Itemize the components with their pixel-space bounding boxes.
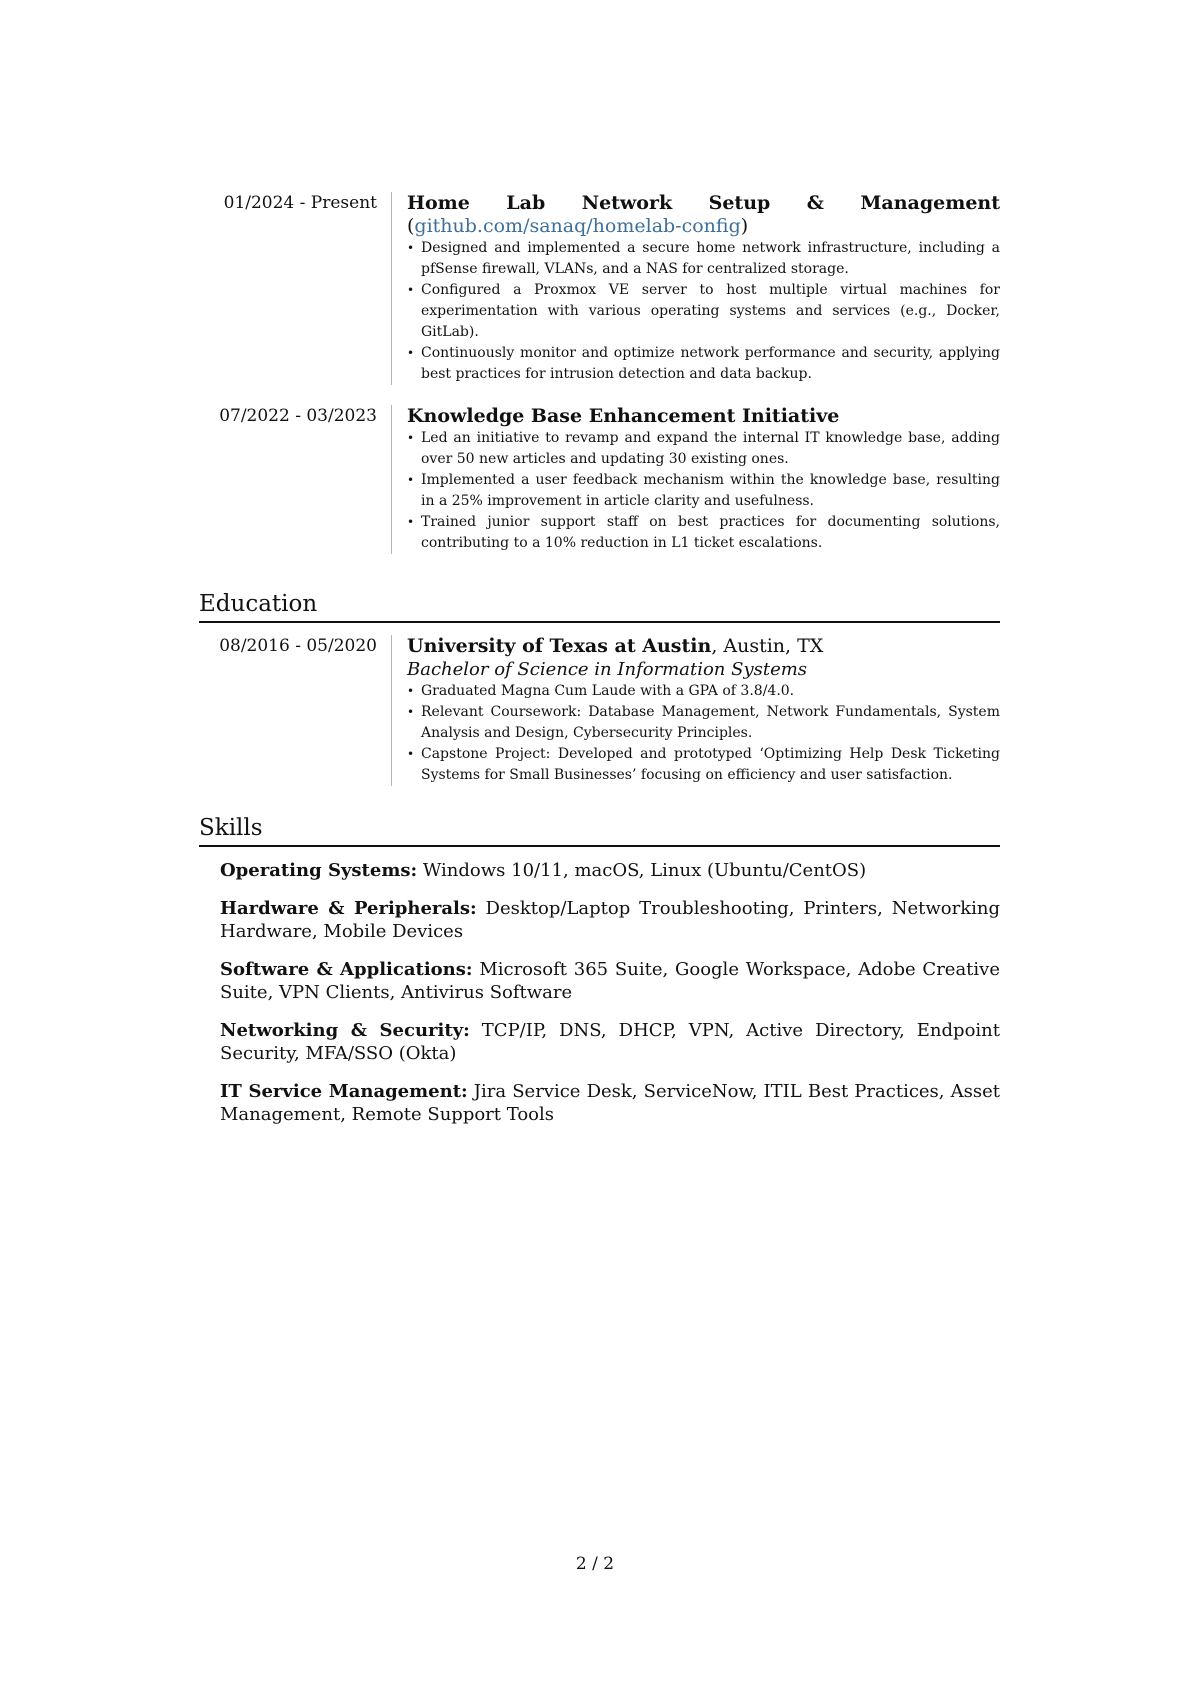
bullet-list <box>407 681 1000 786</box>
institution-location: , Austin, TX <box>711 635 824 657</box>
page-content <box>199 192 1000 1141</box>
bullet-list <box>407 428 1000 554</box>
entry-title <box>407 192 1000 238</box>
skills-section <box>199 859 1000 1126</box>
skill-row <box>220 1080 1000 1126</box>
bullet-item: • Relevant Coursework: Database Management, Network Fundamentals, System Analysis and Design, Cybersecurity Principles. <box>407 702 1000 744</box>
entry-body <box>391 192 1000 385</box>
skill-label: Networking & Security: <box>220 1020 470 1041</box>
entry-date: 08/2016 - 05/2020 <box>219 636 377 656</box>
skill-label: Operating Systems: <box>220 860 418 881</box>
link-open-paren: ( <box>407 215 415 237</box>
bullet-item: • Implemented a user feedback mechanism within the knowledge base, resulting in a 25% improvement in article clarity and usefulness. <box>407 470 1000 512</box>
institution-name: University of Texas at Austin <box>407 635 712 657</box>
project-entry <box>199 405 1000 554</box>
skill-label: Software & Applications: <box>220 959 473 980</box>
bullet-item: • Continuously monitor and optimize network performance and security, applying best practices for intrusion detection and data backup. <box>407 343 1000 385</box>
degree: Bachelor of Science in Information Systems <box>407 659 808 680</box>
skill-row <box>220 958 1000 1004</box>
education-section <box>199 635 1000 786</box>
link-close-paren: ) <box>740 215 749 237</box>
skill-row <box>220 859 1000 882</box>
project-entry <box>199 192 1000 385</box>
skills-heading: Skills <box>199 814 1000 847</box>
skill-row <box>220 1019 1000 1065</box>
entry-title <box>407 405 1000 428</box>
bullet-item: • Configured a Proxmox VE server to host multiple virtual machines for experimentation with various operating systems and services (e.g., Docker, GitLab). <box>407 280 1000 343</box>
project-title: Knowledge Base Enhancement Initiative <box>407 405 840 427</box>
skill-value: Windows 10/11, macOS, Linux (Ubuntu/CentOS) <box>417 860 867 881</box>
entry-body <box>391 405 1000 554</box>
entry-title <box>407 635 1000 658</box>
skill-value: Jira Service Desk, ServiceNow, ITIL Best Practices, Asset Management, Remote Support Tools <box>220 1081 1000 1125</box>
bullet-list <box>407 238 1000 385</box>
education-heading: Education <box>199 590 1000 623</box>
entry-body <box>391 635 1000 786</box>
skill-value: Microsoft 365 Suite, Google Workspace, Adobe Creative Suite, VPN Clients, Antivirus Software <box>220 959 1000 1003</box>
page-number: 2 / 2 <box>575 1554 615 1574</box>
project-title: Home Lab Network Setup & Management <box>407 192 1000 214</box>
skill-row <box>220 897 1000 943</box>
skill-value: TCP/IP, DNS, DHCP, VPN, Active Directory, Endpoint Security, MFA/SSO (Okta) <box>220 1020 1000 1064</box>
bullet-item: • Designed and implemented a secure home network infrastructure, including a pfSense firewall, VLANs, and a NAS for centralized storage. <box>407 238 1000 280</box>
skill-value: Desktop/Laptop Troubleshooting, Printers, Networking Hardware, Mobile Devices <box>220 898 1000 942</box>
entry-date: 07/2022 - 03/2023 <box>219 406 377 426</box>
education-entry <box>199 635 1000 786</box>
bullet-item: • Graduated Magna Cum Laude with a GPA of 3.8/4.0. <box>407 681 1000 702</box>
bullet-item: • Trained junior support staff on best practices for documenting solutions, contributing to a 10% reduction in L1 ticket escalations. <box>407 512 1000 554</box>
project-link[interactable]: github.com/sanaq/homelab-config <box>414 215 741 237</box>
skill-label: Hardware & Peripherals: <box>220 898 477 919</box>
bullet-item: • Led an initiative to revamp and expand the internal IT knowledge base, adding over 50 new articles and updating 30 existing ones. <box>407 428 1000 470</box>
entry-date: 01/2024 - Present <box>223 193 377 213</box>
bullet-item: • Capstone Project: Developed and prototyped ‘Optimizing Help Desk Ticketing Systems for Small Businesses’ focusing on efficiency and user satisfaction. <box>407 744 1000 786</box>
skill-label: IT Service Management: <box>220 1081 468 1102</box>
